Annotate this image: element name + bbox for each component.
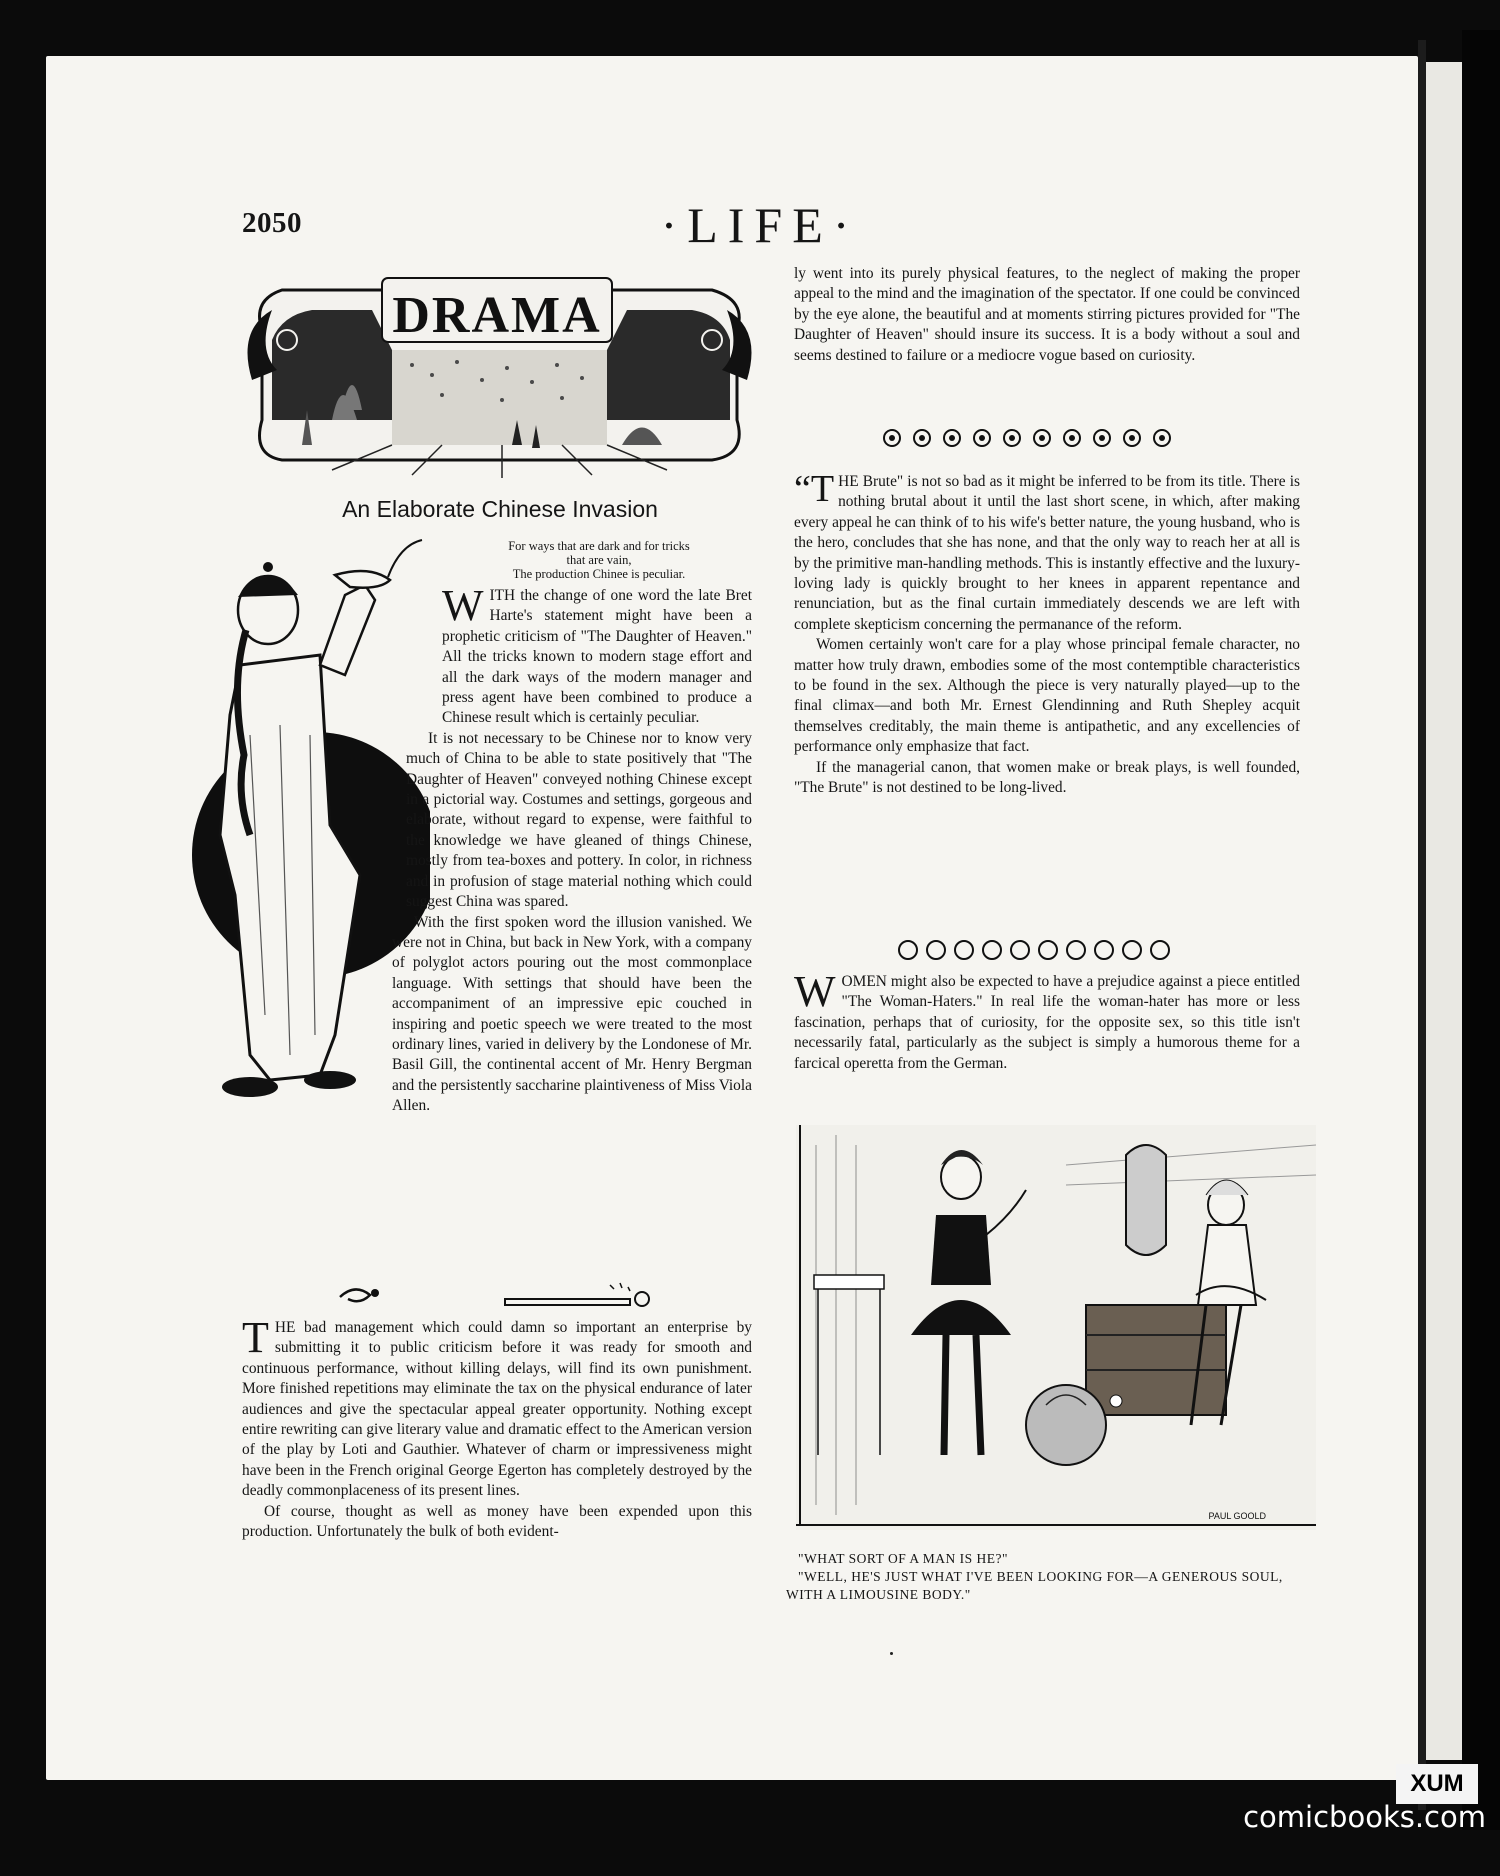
divider-ornament-roses: [880, 426, 1210, 450]
paragraph: OMEN might also be expected to have a prejudice against a piece entitled "The Woman-Haters." In real life the woman-hater has more or less fascination, perhaps that of curiosity, for the opposite sex, so this title isn't necessarily fatal, particularly as the subject is simply a humorous theme for a farcical operetta from the German.: [794, 973, 1300, 1072]
paragraph: HE bad management which could damn so important an enterprise by submitting it to public criticism before it was ready for smooth and continuous performance, without killing delays, will find its own punishment. More finished repetitions may eliminate the tax on the physical endurance of later audiences and give the spectacular appeal greater opportunity. Nothing except entire rewriting can give literary value and dramatic effect to the American version of the play by Loti and Gauthier. Whatever of charm or impressiveness might have been in the French original George Egerton has completely destroyed by the deadly commonplaceness of its present lines.: [242, 1319, 752, 1500]
epigraph-line: The production Chinee is peculiar.: [512, 567, 686, 581]
caption-line: "WELL, HE'S JUST WHAT I'VE BEEN LOOKING FOR—A GENEROUS SOUL, WITH A LIMOUSINE BODY.": [786, 1569, 1283, 1602]
page-dot: [890, 1652, 893, 1655]
epigraph-line: that are vain,: [566, 553, 632, 567]
dropcap-t: “T: [794, 468, 835, 510]
site-watermark: comicbooks.com: [1243, 1800, 1486, 1834]
dropcap-w: W: [442, 581, 484, 630]
article-column-right: [794, 264, 1300, 366]
article-column-left-lower: [242, 1313, 752, 1542]
article-column-right-womanhaters: [794, 967, 1300, 1074]
article-column-right-brute: [794, 468, 1300, 799]
page-number: 2050: [242, 207, 302, 239]
dropcap-t: T: [242, 1313, 269, 1362]
banner-title: DRAMA: [392, 287, 602, 344]
epigraph: [444, 539, 754, 581]
scan-stamp: XUM: [1396, 1764, 1478, 1804]
article-headline: An Elaborate Chinese Invasion: [342, 496, 658, 522]
facing-page-edge: [1426, 62, 1462, 1760]
divider-ornament-figures: [330, 1275, 670, 1315]
paragraph: ly went into its purely physical features, to the neglect of making the proper appeal to the mind and the imagination of the spectator. If one could be convinced by the eye alone, the beautiful and at moments stirring pictures provided for "The Daughter of Heaven" should insure its success. It is a body without a soul and seems destined to failure or a mediocre vogue based on curiosity.: [794, 265, 1300, 364]
caption-line: "WHAT SORT OF A MAN IS HE?": [798, 1551, 1008, 1566]
paragraph: ITH the change of one word the late Bret Harte's statement might have been a prophetic criticism of "The Daughter of Heaven." All the tricks known to modern stage effort and all the dark ways of the modern manager and press agent have been combined to produce a Chinese result which is certainly peculiar.: [442, 587, 752, 727]
paragraph: HE Brute" is not so bad as it might be inferred to be from its title. There is nothing brutal about it until the last short scene, in which, after making every appeal he can think of to his wife's better nature, the young husband, who is the hero, concludes that she has none, and that the only way to reach her at all is by the primitive man-handling methods. This is instantly effective and the luxury-loving lady is quickly brought to her knees in apparent repentance and renunciation, but as the final curtain immediately descends we are left with complete skepticism concerning the permanance of the reform.: [794, 473, 1300, 633]
cartoon-caption: [786, 1550, 1302, 1604]
paragraph: Of course, thought as well as money have been expended upon this production. Unfortunately the bulk of both evident-: [242, 1502, 752, 1541]
article-column-left: [242, 581, 752, 1117]
left-column-flow: [242, 581, 752, 1117]
drama-banner-illustration: [242, 270, 760, 480]
dropcap-w: W: [794, 967, 836, 1016]
cartoon-signature: PAUL GOOLD: [1208, 1511, 1266, 1521]
scan-border: [1462, 30, 1500, 1830]
page-gutter: [1418, 40, 1426, 1810]
paragraph: It is not necessary to be Chinese nor to know very much of China to be able to state positively that "The Daughter of Heaven" conveyed nothing Chinese except in a pictorial way. Costumes and settings, gorgeous and elaborate, without regard to expense, were faithful to the knowledge we have gleaned of things Chinese, mostly from tea-boxes and pottery. In color, in richness and in profusion of stage material nothing which could suggest China was spared.: [406, 729, 752, 911]
cartoon-illustration: [796, 1125, 1316, 1530]
paragraph: With the first spoken word the illusion vanished. We were not in China, but back in New York, with a company of polyglot actors pouring out the most commonplace language. With settings that should have been the accompaniment of an impressive epic couched in inspiring and poetic speech we were treated to the most ordinary lines, varied in delivery by the Londonese of Mr. Basil Gill, the continental accent of Mr. Henry Bergman and the persistently saccharine plaintiveness of Miss Viola Allen.: [392, 913, 752, 1115]
paragraph: Women certainly won't care for a play whose principal female character, no matter how truly drawn, embodies some of the most contemptible characteristics to be found in the sex. Although the piece is very naturally played—up to the final climax—and both Mr. Ernest Glendinning and Ruth Shepley acquit themselves creditably, the main theme is antipathetic, and any excellencies of performance only emphasize that fact.: [794, 636, 1300, 756]
epigraph-line: For ways that are dark and for tricks: [508, 539, 690, 553]
masthead: ·LIFE·: [660, 197, 860, 253]
paragraph: If the managerial canon, that women make or break plays, is well founded, "The Brute" is not destined to be long-lived.: [794, 758, 1300, 797]
divider-ornament-faces: [896, 936, 1226, 964]
